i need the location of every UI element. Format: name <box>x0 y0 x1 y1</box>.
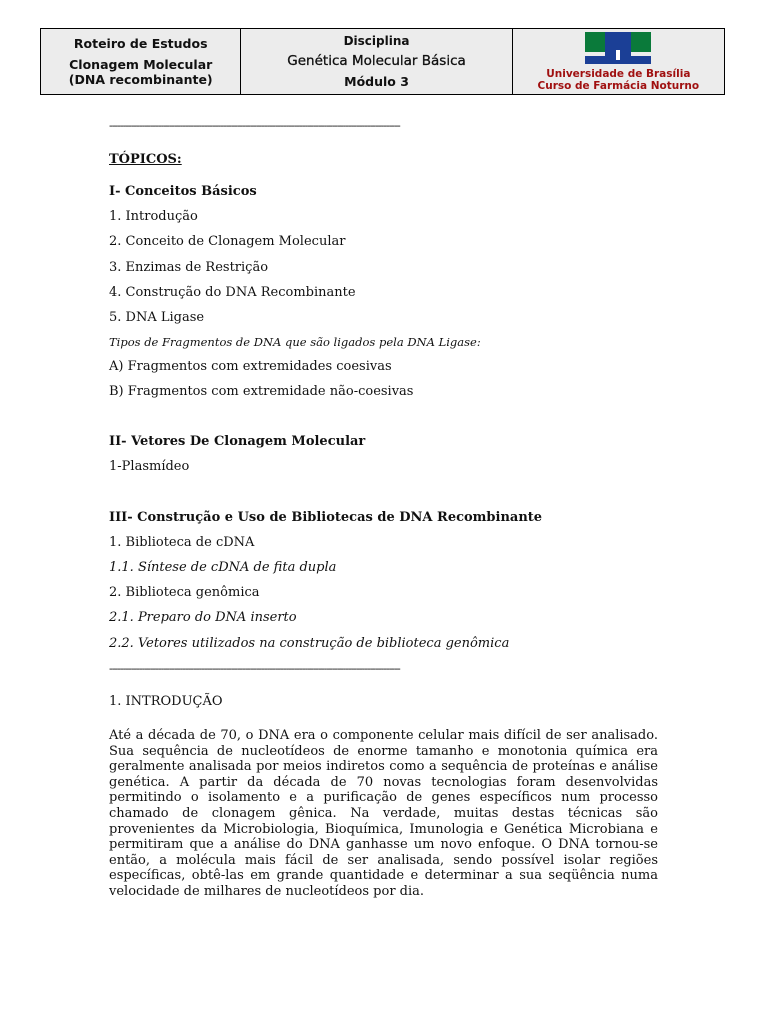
topics-title: TÓPICOS: <box>109 152 182 167</box>
section-2-title: II- Vetores De Clonagem Molecular <box>109 434 366 449</box>
header-module: Módulo 3 <box>344 74 409 89</box>
header-course: Curso de Farmácia Noturno <box>537 79 700 92</box>
topic-item: 2. Biblioteca genômica <box>109 585 260 600</box>
intro-paragraph: Até a década de 70, o DNA era o componente celular mais difícil de ser analisado. Sua sequência de nucleotídeos de enorme tamanho e monotonia química era geralmente analisada por meios indiretos como a sequência de proteínas e análise genética. A partir da década de 70 novas tecnologias foram desenvolvidas permitindo o isolamento e a purificação de genes específicos num processo chamado de clonagem gênica. Na verdade, muitas destas técnicas são provenientes da Microbiologia, Bioquímica, Imunologia e Genética Microbiana e permitiram que a análise do DNA ganhasse um novo enfoque. O DNA tornou-se então, a molécula mais fácil de ser analisada, sendo possível isolar regiões específicas, obtê-las em grande quantidade e determinar a sua seqüência numa velocidade de milhares de nucleotídeos por dia. <box>109 728 658 899</box>
university-logo-icon <box>585 32 651 64</box>
header-topic-sub: (DNA recombinante) <box>68 72 213 87</box>
header-discipline-label: Disciplina <box>343 34 410 48</box>
header-middle-cell <box>241 29 512 94</box>
header-university: Universidade de Brasília <box>546 67 691 80</box>
topic-subitem: 2.1. Preparo do DNA inserto <box>109 610 297 625</box>
topic-item: 1. Introdução <box>109 209 198 224</box>
document-header <box>40 28 725 95</box>
header-left-cell <box>41 29 241 94</box>
topic-item: 1-Plasmídeo <box>109 459 190 474</box>
fragment-item: B) Fragmentos com extremidade não-coesivas <box>109 384 414 399</box>
topic-item: 1. Biblioteca de cDNA <box>109 535 255 550</box>
section-1-title: I- Conceitos Básicos <box>109 184 257 199</box>
header-study-guide: Roteiro de Estudos <box>73 36 208 51</box>
topic-subitem: 2.2. Vetores utilizados na construção de biblioteca genômica <box>109 636 510 651</box>
separator-line: ----------------------------------------------------------------------------------------------------------- <box>109 119 400 132</box>
header-right-cell <box>513 29 724 94</box>
topic-item: 2. Conceito de Clonagem Molecular <box>109 234 346 249</box>
header-discipline-name: Genética Molecular Básica <box>287 53 466 69</box>
header-topic: Clonagem Molecular <box>69 57 213 72</box>
fragment-item: A) Fragmentos com extremidades coesivas <box>109 359 392 374</box>
intro-heading: 1. INTRODUÇÃO <box>109 694 223 709</box>
topic-item: 3. Enzimas de Restrição <box>109 260 269 275</box>
ligase-note: Tipos de Fragmentos de DNA que são ligados pela DNA Ligase: <box>109 335 481 349</box>
separator-line: ----------------------------------------------------------------------------------------------------------- <box>109 662 400 675</box>
topic-item: 4. Construção do DNA Recombinante <box>109 285 356 300</box>
topic-subitem: 1.1. Síntese de cDNA de fita dupla <box>109 560 337 575</box>
section-3-title: III- Construção e Uso de Bibliotecas de DNA Recombinante <box>109 510 543 525</box>
topic-item: 5. DNA Ligase <box>109 310 205 325</box>
